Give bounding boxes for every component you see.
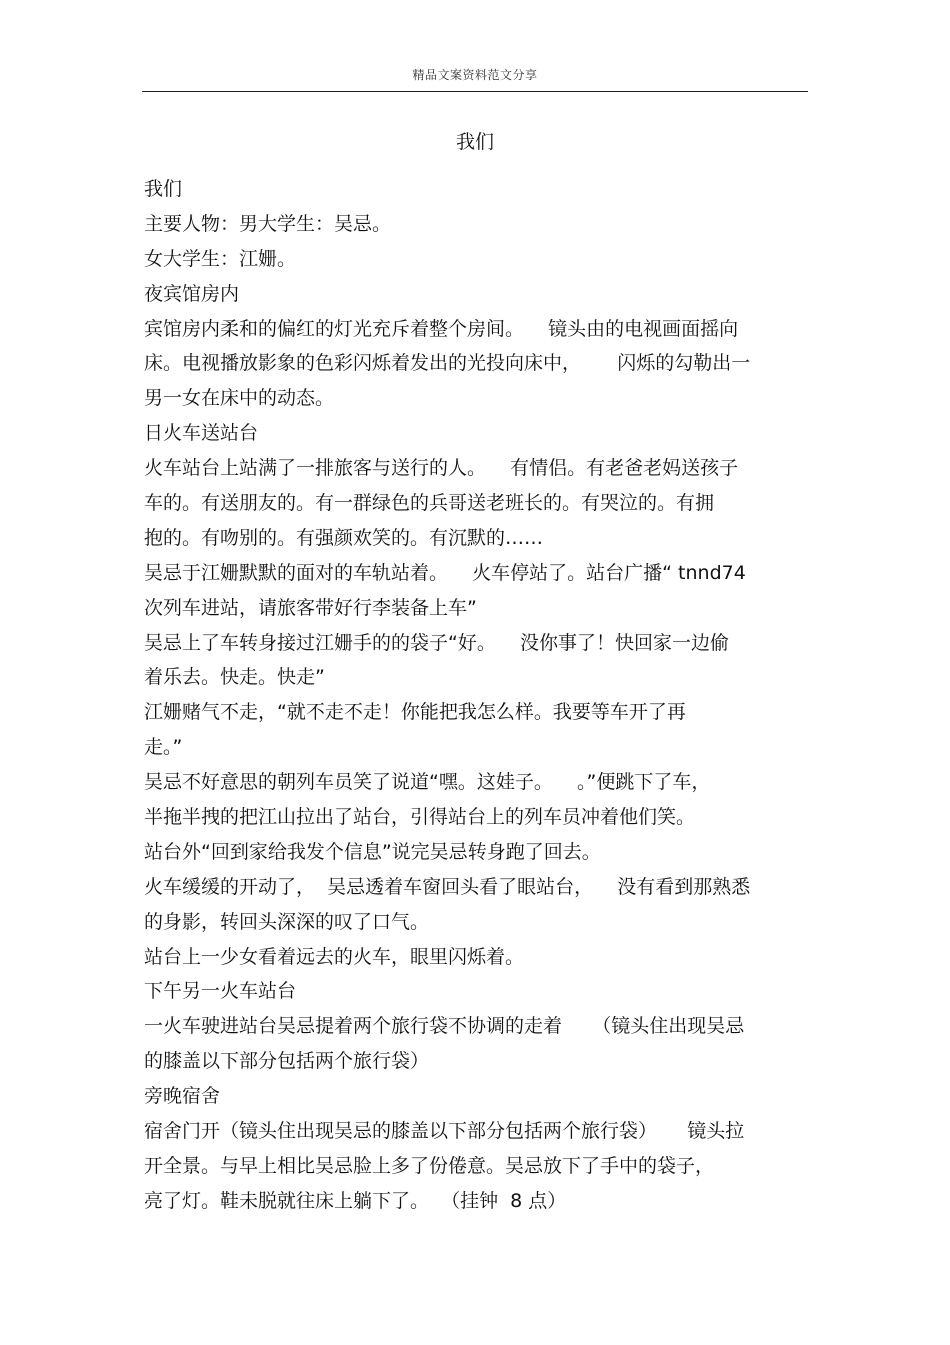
text-line: 站台上一少女看着远去的火车，眼里闪烁着。 xyxy=(144,945,525,968)
text-line: 着乐去。快走。快走” xyxy=(144,666,325,689)
text-line: 下午另一火车站台 xyxy=(144,980,297,1003)
text-line: 女大学生：江姗。 xyxy=(144,247,297,270)
text-line: 主要人物：男大学生：吴忌。 xyxy=(144,212,392,235)
document-title: 我们 xyxy=(455,131,494,153)
text-line: 走。” xyxy=(144,736,183,759)
text-line: 床。电视播放影象的色彩闪烁着发出的光投向床中， 闪烁的勾勒出一 xyxy=(144,352,751,375)
text-line: 日火车送站台 xyxy=(144,422,259,445)
text-line: 次列车进站，请旅客带好行李装备上车” xyxy=(144,596,477,619)
text-line: 亮了灯。鞋未脱就往床上躺下了。 （挂钟 8 点） xyxy=(144,1189,567,1212)
text-line: 江姗赌气不走，“就不走不走！你能把我怎么样。我要等车开了再 xyxy=(144,701,686,724)
text-line: 的膝盖以下部分包括两个旅行袋） xyxy=(144,1050,430,1073)
text-line: 夜宾馆房内 xyxy=(144,282,240,305)
text-line: 半拖半拽的把江山拉出了站台，引得站台上的列车员冲着他们笑。 xyxy=(144,806,696,829)
header-rule xyxy=(142,91,808,92)
document-body xyxy=(144,172,806,1219)
text-line: 一火车驶进站台吴忌提着两个旅行袋不协调的走着 （镜头住出现吴忌 xyxy=(144,1015,745,1038)
text-line: 宾馆房内柔和的偏红的灯光充斥着整个房间。 镜头由的电视画面摇向 xyxy=(144,317,739,340)
text-line: 吴忌于江姗默默的面对的车轨站着。 火车停站了。站台广播“ tnnd74 xyxy=(144,561,746,584)
text-line: 我们 xyxy=(144,178,183,200)
text-line: 抱的。有吻别的。有强颜欢笑的。有沉默的…… xyxy=(144,526,544,549)
text-line: 吴忌不好意思的朝列车员笑了说道“嘿。这娃子。 。”便跳下了车， xyxy=(144,771,711,794)
text-line: 的身影，转回头深深的叹了口气。 xyxy=(144,910,430,933)
text-line: 宿舍门开（镜头住出现吴忌的膝盖以下部分包括两个旅行袋） 镜头拉 xyxy=(144,1120,745,1143)
text-line: 站台外“回到家给我发个信息”说完吴忌转身跑了回去。 xyxy=(144,840,601,863)
text-line: 火车站台上站满了一排旅客与送行的人。 有情侣。有老爸老妈送孩子 xyxy=(144,457,739,480)
text-line: 火车缓缓的开动了， 吴忌透着车窗回头看了眼站台， 没有看到那熟悉 xyxy=(144,875,751,898)
text-line: 旁晚宿舍 xyxy=(144,1085,221,1108)
text-line: 开全景。与早上相比吴忌脸上多了份倦意。吴忌放下了手中的袋子， xyxy=(144,1154,715,1177)
text-line: 车的。有送朋友的。有一群绿色的兵哥送老班长的。有哭泣的。有拥 xyxy=(144,492,715,515)
text-line: 男一女在床中的动态。 xyxy=(144,387,335,410)
text-line: 吴忌上了车转身接过江姗手的的袋子“好。 没你事了！快回家一边偷 xyxy=(144,631,730,654)
page-header: 精品文案资料范文分享 xyxy=(412,68,538,82)
